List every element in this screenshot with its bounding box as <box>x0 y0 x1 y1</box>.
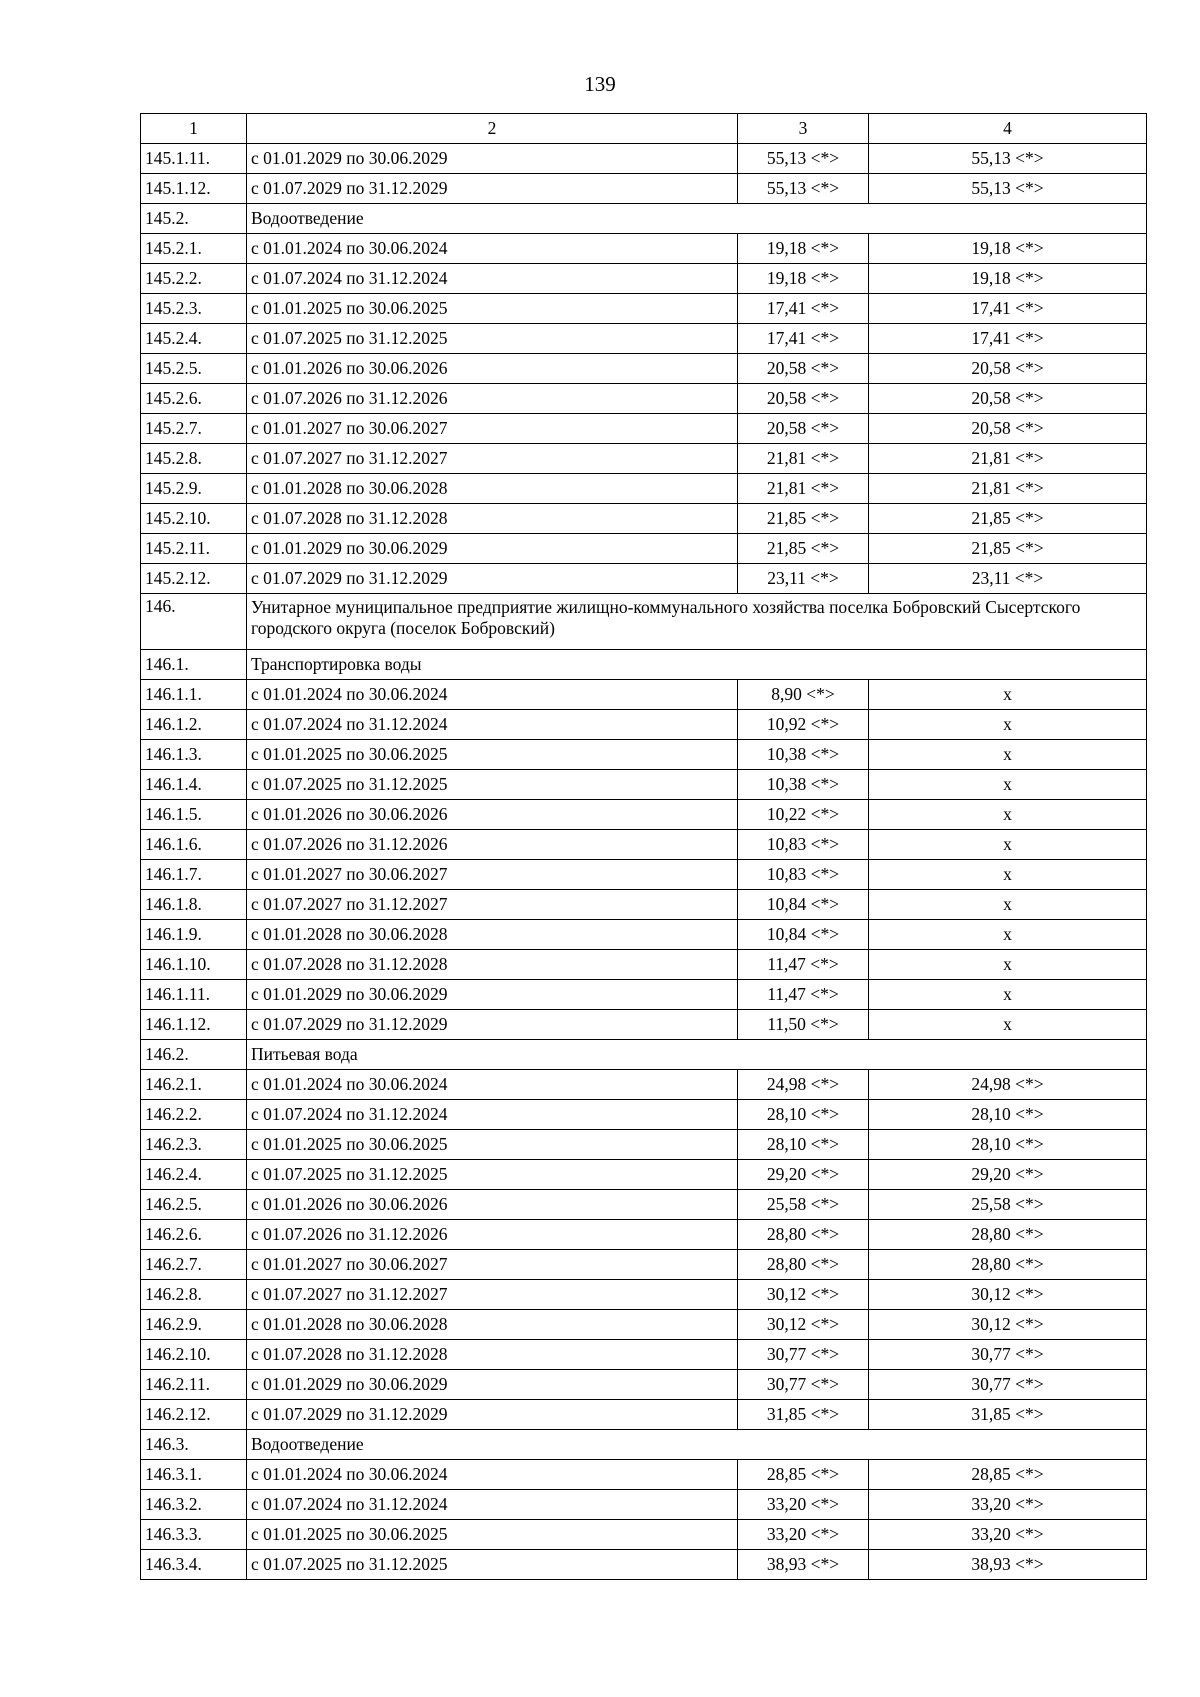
cell-c1: 145.2.2. <box>141 264 247 294</box>
table-row <box>141 950 1147 980</box>
cell-c2: с 01.07.2025 по 31.12.2025 <box>247 324 738 354</box>
cell-c1: 146.1.2. <box>141 710 247 740</box>
cell-c2: с 01.07.2026 по 31.12.2026 <box>247 1220 738 1250</box>
table-row <box>141 324 1147 354</box>
cell-c1: 145.2.9. <box>141 474 247 504</box>
cell-c2: с 01.01.2029 по 30.06.2029 <box>247 534 738 564</box>
cell-c1: 145.1.11. <box>141 144 247 174</box>
header-cell-3: 3 <box>738 114 869 144</box>
table-row <box>141 1310 1147 1340</box>
cell-c2: с 01.07.2025 по 31.12.2025 <box>247 1550 738 1580</box>
cell-c1: 146.1.8. <box>141 890 247 920</box>
cell-c3: 11,50 <*> <box>738 1010 869 1040</box>
cell-c4: 33,20 <*> <box>869 1490 1147 1520</box>
cell-c2: с 01.01.2028 по 30.06.2028 <box>247 920 738 950</box>
cell-c2: с 01.07.2025 по 31.12.2025 <box>247 1160 738 1190</box>
cell-c1: 146.3.4. <box>141 1550 247 1580</box>
cell-c1: 146.2.5. <box>141 1190 247 1220</box>
section-row <box>141 1430 1147 1460</box>
section-row <box>141 650 1147 680</box>
cell-c4: 30,77 <*> <box>869 1340 1147 1370</box>
cell-c4: 28,80 <*> <box>869 1250 1147 1280</box>
table-row <box>141 1100 1147 1130</box>
cell-c4: x <box>869 920 1147 950</box>
cell-c1: 146.1.6. <box>141 830 247 860</box>
cell-c2: с 01.01.2029 по 30.06.2029 <box>247 1370 738 1400</box>
cell-c4: 17,41 <*> <box>869 324 1147 354</box>
table-row <box>141 1340 1147 1370</box>
cell-c2: с 01.01.2024 по 30.06.2024 <box>247 1460 738 1490</box>
tariff-table <box>140 113 1147 1580</box>
header-cell-4: 4 <box>869 114 1147 144</box>
cell-c1: 146.3.1. <box>141 1460 247 1490</box>
cell-c2: с 01.07.2028 по 31.12.2028 <box>247 504 738 534</box>
table-row <box>141 564 1147 594</box>
table-row <box>141 1280 1147 1310</box>
cell-c3: 10,38 <*> <box>738 740 869 770</box>
cell-c3: 29,20 <*> <box>738 1160 869 1190</box>
table-row <box>141 1130 1147 1160</box>
cell-c4: x <box>869 1010 1147 1040</box>
section-title: Водоотведение <box>247 1430 1147 1460</box>
cell-c4: 28,80 <*> <box>869 1220 1147 1250</box>
header-cell-2: 2 <box>247 114 738 144</box>
section-title: Питьевая вода <box>247 1040 1147 1070</box>
cell-c3: 30,77 <*> <box>738 1340 869 1370</box>
cell-c1: 146.2.4. <box>141 1160 247 1190</box>
cell-c4: 31,85 <*> <box>869 1400 1147 1430</box>
organization-name: Унитарное муниципальное предприятие жилищно-коммунального хозяйства поселка Бобровский Сысертского городского округа (поселок Бобровский) <box>247 594 1147 650</box>
cell-c2: с 01.01.2026 по 30.06.2026 <box>247 800 738 830</box>
cell-c3: 19,18 <*> <box>738 234 869 264</box>
section-row <box>141 1040 1147 1070</box>
cell-c3: 30,12 <*> <box>738 1310 869 1340</box>
table-row <box>141 144 1147 174</box>
table-row <box>141 1010 1147 1040</box>
cell-c2: с 01.07.2024 по 31.12.2024 <box>247 1490 738 1520</box>
cell-c1: 146.3.2. <box>141 1490 247 1520</box>
cell-c2: с 01.01.2024 по 30.06.2024 <box>247 234 738 264</box>
cell-c2: с 01.07.2029 по 31.12.2029 <box>247 174 738 204</box>
table-row <box>141 980 1147 1010</box>
cell-c3: 11,47 <*> <box>738 950 869 980</box>
cell-c1: 146.1.12. <box>141 1010 247 1040</box>
section-row <box>141 204 1147 234</box>
cell-c4: 38,93 <*> <box>869 1550 1147 1580</box>
cell-c4: 21,85 <*> <box>869 504 1147 534</box>
table-row <box>141 800 1147 830</box>
cell-c4: 25,58 <*> <box>869 1190 1147 1220</box>
cell-c4: 30,77 <*> <box>869 1370 1147 1400</box>
cell-c4: x <box>869 860 1147 890</box>
cell-c4: x <box>869 980 1147 1010</box>
cell-c4: x <box>869 890 1147 920</box>
cell-c3: 38,93 <*> <box>738 1550 869 1580</box>
cell-c4: 30,12 <*> <box>869 1310 1147 1340</box>
cell-c1: 146.1.10. <box>141 950 247 980</box>
cell-c4: 29,20 <*> <box>869 1160 1147 1190</box>
cell-c1: 146.2.9. <box>141 1310 247 1340</box>
cell-c1: 146.1.11. <box>141 980 247 1010</box>
cell-c3: 10,38 <*> <box>738 770 869 800</box>
cell-c3: 28,80 <*> <box>738 1250 869 1280</box>
cell-c4: x <box>869 740 1147 770</box>
cell-c4: x <box>869 800 1147 830</box>
table-row <box>141 890 1147 920</box>
table-row <box>141 830 1147 860</box>
tariff-table-body <box>141 114 1147 1580</box>
cell-c3: 28,80 <*> <box>738 1220 869 1250</box>
cell-c2: с 01.01.2025 по 30.06.2025 <box>247 1520 738 1550</box>
table-row <box>141 1250 1147 1280</box>
table-row <box>141 1190 1147 1220</box>
table-row <box>141 444 1147 474</box>
cell-c1: 145.2. <box>141 204 247 234</box>
cell-c2: с 01.01.2029 по 30.06.2029 <box>247 980 738 1010</box>
table-row <box>141 174 1147 204</box>
cell-c2: с 01.01.2026 по 30.06.2026 <box>247 354 738 384</box>
cell-c1: 145.2.10. <box>141 504 247 534</box>
cell-c2: с 01.01.2025 по 30.06.2025 <box>247 740 738 770</box>
cell-c4: 19,18 <*> <box>869 264 1147 294</box>
table-row <box>141 1520 1147 1550</box>
cell-c2: с 01.01.2026 по 30.06.2026 <box>247 1190 738 1220</box>
cell-c3: 28,85 <*> <box>738 1460 869 1490</box>
cell-c3: 21,85 <*> <box>738 534 869 564</box>
cell-c2: с 01.07.2024 по 31.12.2024 <box>247 1100 738 1130</box>
cell-c3: 20,58 <*> <box>738 354 869 384</box>
cell-c2: с 01.07.2029 по 31.12.2029 <box>247 1400 738 1430</box>
table-row <box>141 1220 1147 1250</box>
table-row <box>141 710 1147 740</box>
cell-c1: 145.2.3. <box>141 294 247 324</box>
cell-c3: 33,20 <*> <box>738 1520 869 1550</box>
cell-c4: x <box>869 950 1147 980</box>
table-row <box>141 234 1147 264</box>
cell-c1: 146.2.12. <box>141 1400 247 1430</box>
cell-c1: 146.2.10. <box>141 1340 247 1370</box>
cell-c1: 146.2.7. <box>141 1250 247 1280</box>
table-row <box>141 354 1147 384</box>
table-row <box>141 1400 1147 1430</box>
cell-c1: 145.2.12. <box>141 564 247 594</box>
table-row <box>141 920 1147 950</box>
table-row <box>141 264 1147 294</box>
cell-c2: с 01.01.2025 по 30.06.2025 <box>247 1130 738 1160</box>
organization-row <box>141 594 1147 650</box>
cell-c2: с 01.01.2024 по 30.06.2024 <box>247 680 738 710</box>
cell-c4: x <box>869 770 1147 800</box>
table-row <box>141 1070 1147 1100</box>
cell-c2: с 01.07.2024 по 31.12.2024 <box>247 264 738 294</box>
cell-c3: 17,41 <*> <box>738 324 869 354</box>
cell-c3: 21,85 <*> <box>738 504 869 534</box>
cell-c1: 146. <box>141 594 247 650</box>
cell-c2: с 01.01.2025 по 30.06.2025 <box>247 294 738 324</box>
cell-c2: с 01.07.2027 по 31.12.2027 <box>247 890 738 920</box>
cell-c3: 20,58 <*> <box>738 414 869 444</box>
cell-c1: 145.2.5. <box>141 354 247 384</box>
cell-c2: с 01.01.2024 по 30.06.2024 <box>247 1070 738 1100</box>
table-row <box>141 740 1147 770</box>
cell-c3: 21,81 <*> <box>738 474 869 504</box>
cell-c1: 145.2.7. <box>141 414 247 444</box>
cell-c1: 146.2.3. <box>141 1130 247 1160</box>
cell-c1: 145.2.4. <box>141 324 247 354</box>
cell-c3: 30,77 <*> <box>738 1370 869 1400</box>
cell-c3: 8,90 <*> <box>738 680 869 710</box>
cell-c2: с 01.07.2025 по 31.12.2025 <box>247 770 738 800</box>
table-row <box>141 1550 1147 1580</box>
table-row <box>141 1160 1147 1190</box>
table-row <box>141 294 1147 324</box>
cell-c4: 23,11 <*> <box>869 564 1147 594</box>
cell-c1: 146.3.3. <box>141 1520 247 1550</box>
cell-c1: 146.2.8. <box>141 1280 247 1310</box>
table-row <box>141 414 1147 444</box>
page-number: 139 <box>584 72 616 96</box>
cell-c3: 33,20 <*> <box>738 1490 869 1520</box>
table-row <box>141 504 1147 534</box>
cell-c3: 17,41 <*> <box>738 294 869 324</box>
cell-c1: 145.2.1. <box>141 234 247 264</box>
cell-c2: с 01.07.2027 по 31.12.2027 <box>247 1280 738 1310</box>
section-title: Транспортировка воды <box>247 650 1147 680</box>
cell-c3: 10,84 <*> <box>738 920 869 950</box>
cell-c2: с 01.01.2027 по 30.06.2027 <box>247 414 738 444</box>
cell-c3: 21,81 <*> <box>738 444 869 474</box>
cell-c2: с 01.07.2026 по 31.12.2026 <box>247 830 738 860</box>
cell-c2: с 01.07.2029 по 31.12.2029 <box>247 1010 738 1040</box>
cell-c4: 19,18 <*> <box>869 234 1147 264</box>
cell-c1: 146.1.4. <box>141 770 247 800</box>
cell-c4: 21,81 <*> <box>869 444 1147 474</box>
table-row <box>141 860 1147 890</box>
cell-c4: 20,58 <*> <box>869 354 1147 384</box>
table-row <box>141 1490 1147 1520</box>
cell-c4: x <box>869 680 1147 710</box>
cell-c1: 146.1.1. <box>141 680 247 710</box>
table-row <box>141 534 1147 564</box>
cell-c1: 146.2. <box>141 1040 247 1070</box>
cell-c2: с 01.01.2028 по 30.06.2028 <box>247 474 738 504</box>
cell-c2: с 01.01.2029 по 30.06.2029 <box>247 144 738 174</box>
cell-c3: 31,85 <*> <box>738 1400 869 1430</box>
cell-c3: 30,12 <*> <box>738 1280 869 1310</box>
cell-c4: 28,10 <*> <box>869 1100 1147 1130</box>
cell-c1: 146.1.5. <box>141 800 247 830</box>
cell-c4: 21,81 <*> <box>869 474 1147 504</box>
table-row <box>141 384 1147 414</box>
cell-c1: 145.2.11. <box>141 534 247 564</box>
header-cell-1: 1 <box>141 114 247 144</box>
cell-c3: 25,58 <*> <box>738 1190 869 1220</box>
cell-c1: 146.1.7. <box>141 860 247 890</box>
cell-c4: 28,85 <*> <box>869 1460 1147 1490</box>
cell-c4: 24,98 <*> <box>869 1070 1147 1100</box>
cell-c4: 17,41 <*> <box>869 294 1147 324</box>
cell-c4: 33,20 <*> <box>869 1520 1147 1550</box>
cell-c3: 19,18 <*> <box>738 264 869 294</box>
cell-c1: 145.1.12. <box>141 174 247 204</box>
cell-c2: с 01.07.2029 по 31.12.2029 <box>247 564 738 594</box>
cell-c3: 11,47 <*> <box>738 980 869 1010</box>
cell-c3: 55,13 <*> <box>738 174 869 204</box>
table-row <box>141 770 1147 800</box>
cell-c2: с 01.07.2024 по 31.12.2024 <box>247 710 738 740</box>
cell-c3: 10,83 <*> <box>738 830 869 860</box>
cell-c1: 146.2.6. <box>141 1220 247 1250</box>
cell-c4: x <box>869 710 1147 740</box>
table-row <box>141 474 1147 504</box>
cell-c2: с 01.07.2028 по 31.12.2028 <box>247 1340 738 1370</box>
table-row <box>141 1460 1147 1490</box>
cell-c2: с 01.01.2028 по 30.06.2028 <box>247 1310 738 1340</box>
cell-c3: 28,10 <*> <box>738 1130 869 1160</box>
cell-c3: 10,22 <*> <box>738 800 869 830</box>
cell-c4: 21,85 <*> <box>869 534 1147 564</box>
cell-c3: 24,98 <*> <box>738 1070 869 1100</box>
cell-c2: с 01.01.2027 по 30.06.2027 <box>247 1250 738 1280</box>
cell-c4: x <box>869 830 1147 860</box>
cell-c4: 30,12 <*> <box>869 1280 1147 1310</box>
cell-c1: 145.2.8. <box>141 444 247 474</box>
cell-c1: 146.2.11. <box>141 1370 247 1400</box>
cell-c2: с 01.07.2028 по 31.12.2028 <box>247 950 738 980</box>
cell-c2: с 01.07.2027 по 31.12.2027 <box>247 444 738 474</box>
cell-c1: 146.1.3. <box>141 740 247 770</box>
table-row <box>141 1370 1147 1400</box>
cell-c4: 55,13 <*> <box>869 174 1147 204</box>
cell-c3: 23,11 <*> <box>738 564 869 594</box>
header-row <box>141 114 1147 144</box>
section-title: Водоотведение <box>247 204 1147 234</box>
cell-c1: 146.2.2. <box>141 1100 247 1130</box>
cell-c3: 10,83 <*> <box>738 860 869 890</box>
cell-c4: 20,58 <*> <box>869 384 1147 414</box>
cell-c2: с 01.07.2026 по 31.12.2026 <box>247 384 738 414</box>
cell-c3: 10,92 <*> <box>738 710 869 740</box>
table-row <box>141 680 1147 710</box>
cell-c3: 28,10 <*> <box>738 1100 869 1130</box>
cell-c1: 145.2.6. <box>141 384 247 414</box>
cell-c1: 146.2.1. <box>141 1070 247 1100</box>
cell-c1: 146.3. <box>141 1430 247 1460</box>
cell-c4: 55,13 <*> <box>869 144 1147 174</box>
cell-c4: 20,58 <*> <box>869 414 1147 444</box>
cell-c3: 20,58 <*> <box>738 384 869 414</box>
cell-c4: 28,10 <*> <box>869 1130 1147 1160</box>
cell-c1: 146.1. <box>141 650 247 680</box>
cell-c3: 10,84 <*> <box>738 890 869 920</box>
cell-c3: 55,13 <*> <box>738 144 869 174</box>
cell-c1: 146.1.9. <box>141 920 247 950</box>
cell-c2: с 01.01.2027 по 30.06.2027 <box>247 860 738 890</box>
